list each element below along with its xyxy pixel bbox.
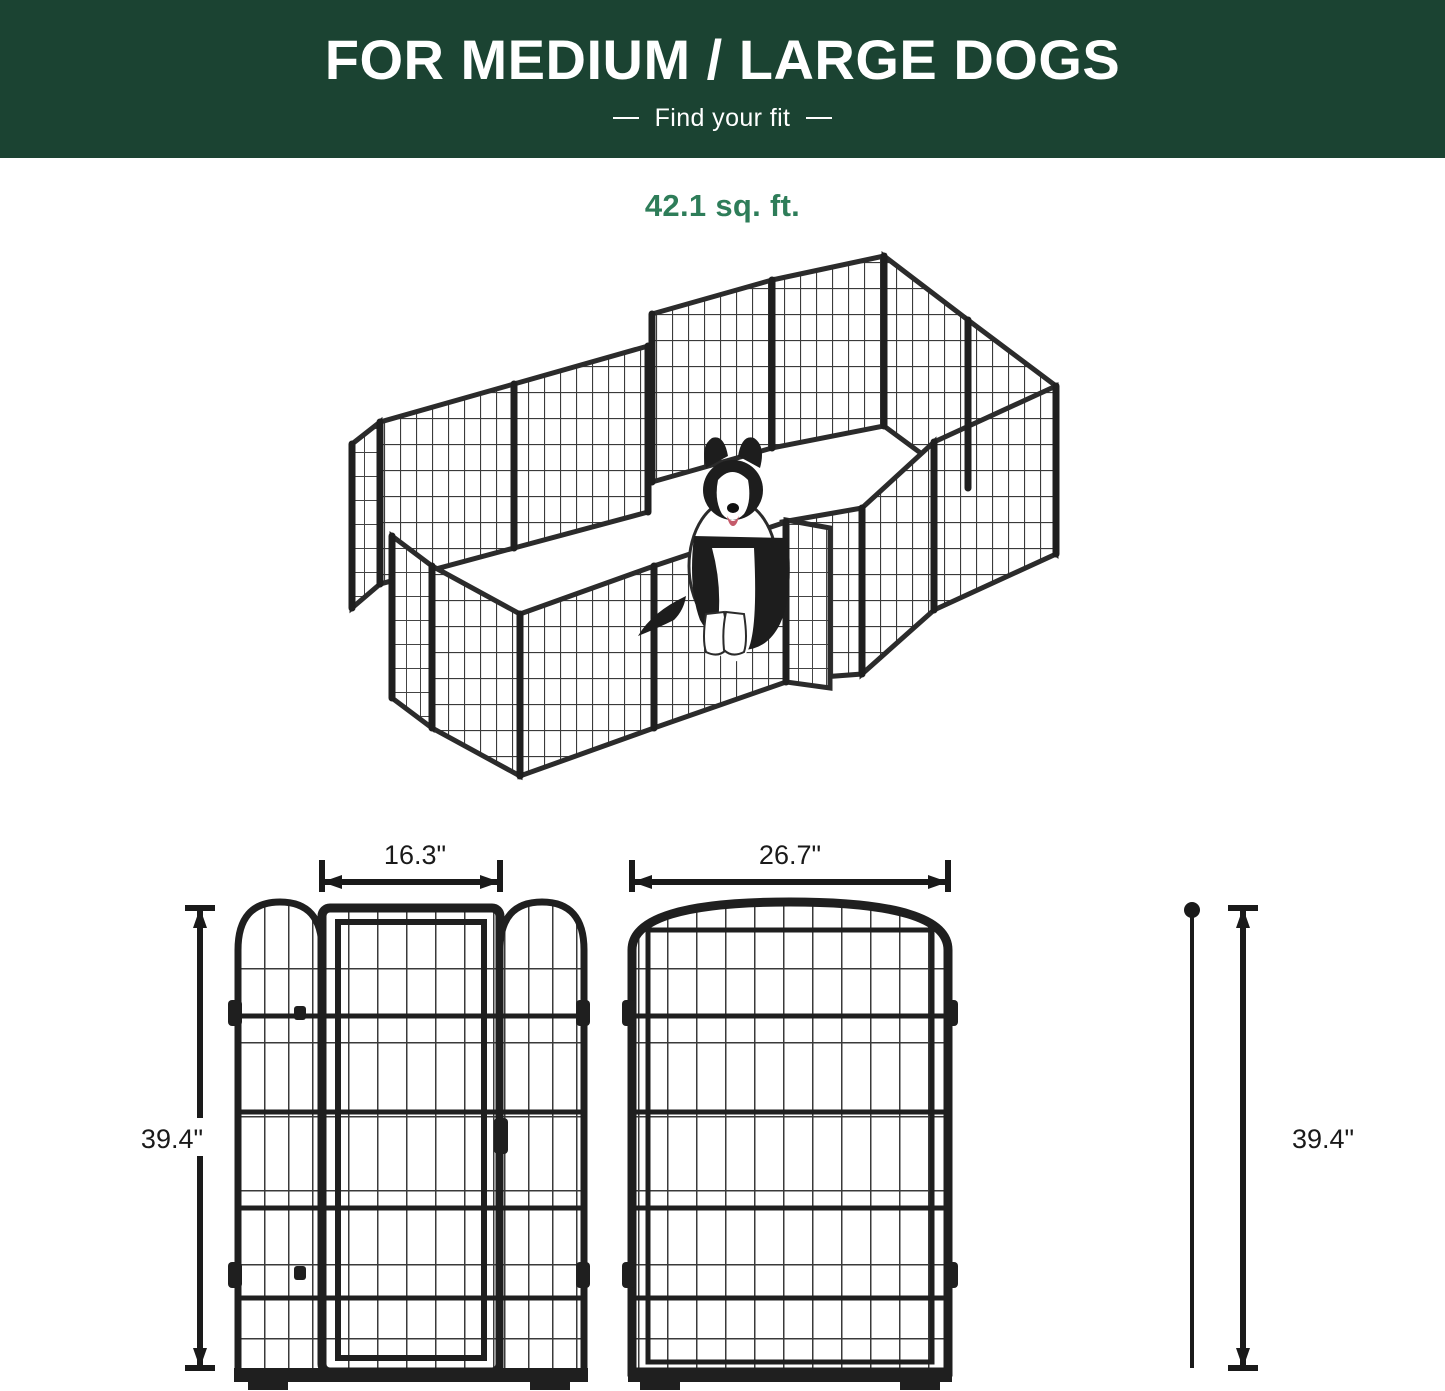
header-banner: [0, 0, 1445, 158]
dim-panel-width: [632, 836, 948, 892]
page-title: FOR MEDIUM / LARGE DOGS: [324, 28, 1121, 92]
playpen-perspective-illustration: [0, 236, 1445, 816]
page-subtitle: Find your fit: [654, 103, 791, 132]
standard-panel-front-view: [622, 902, 958, 1390]
dimension-diagram: [0, 820, 1445, 1391]
dim-height-left: [112, 908, 232, 1368]
dim-label-height-left: 39.4": [140, 1124, 204, 1154]
door-panel-front-view: [228, 902, 590, 1390]
dim-label-panel-width: 26.7": [758, 840, 822, 870]
subtitle-row: [613, 104, 833, 133]
area-label: 42.1 sq. ft.: [644, 188, 801, 223]
dash-left-icon: [613, 117, 639, 119]
dim-height-right: [1184, 902, 1373, 1368]
dim-label-door-width: 16.3": [383, 840, 447, 870]
dim-door-panel-width: [322, 836, 500, 892]
dash-right-icon: [806, 117, 832, 119]
dim-label-height-right: 39.4": [1292, 1124, 1355, 1154]
